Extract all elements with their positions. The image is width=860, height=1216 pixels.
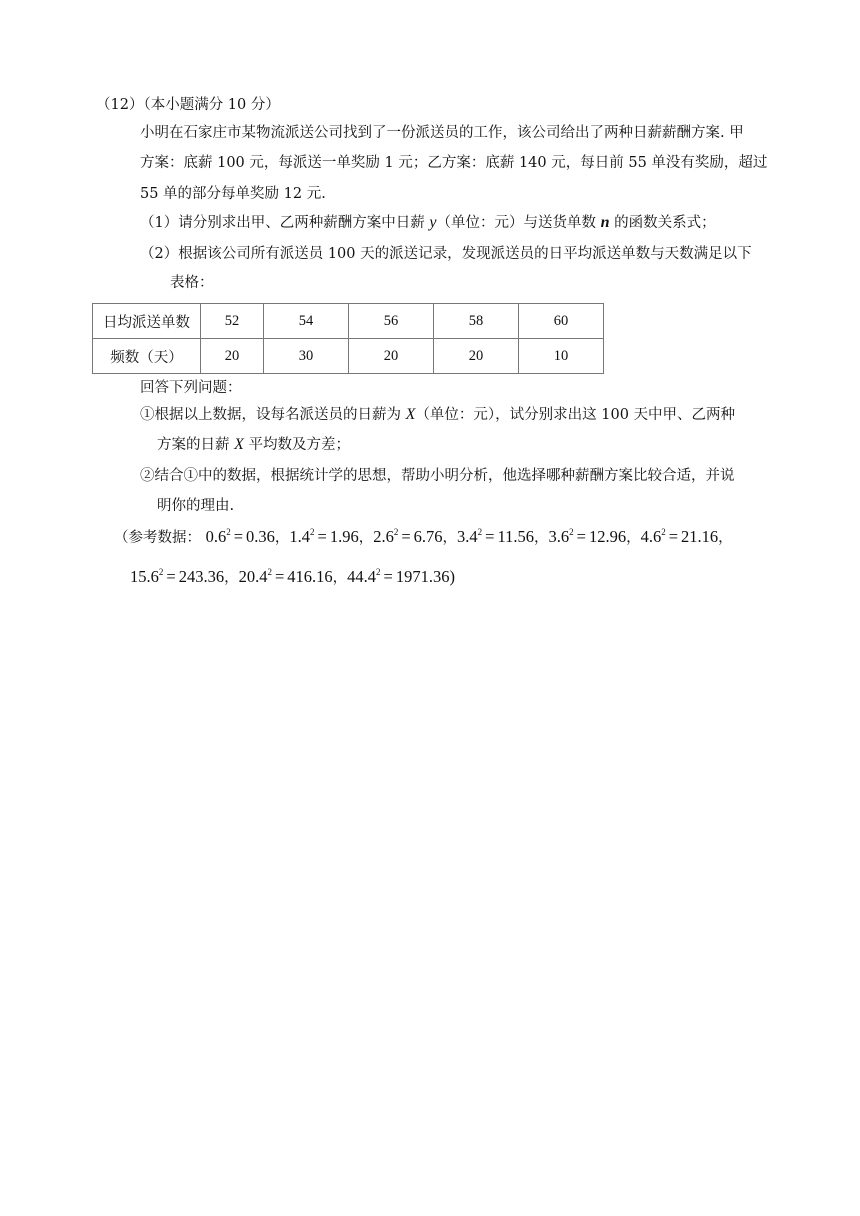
equation-result: 6.76 (413, 527, 443, 546)
table-cell: 60 (519, 304, 604, 339)
table-cell: 56 (349, 304, 434, 339)
sub-question-1-line-1 (140, 405, 735, 425)
equation-exponent: 2 (158, 567, 164, 577)
reference-suffix: ) (449, 567, 455, 586)
equation-base: 3.4 (457, 527, 478, 546)
equation-exponent: 2 (661, 527, 666, 537)
table-cell: 54 (264, 304, 349, 339)
equation-equals: = (401, 527, 411, 546)
sub-question-2-line-1: ②结合①中的数据，根据统计学的思想，帮助小明分析，他选择哪种薪酬方案比较合适，并说 (140, 468, 735, 484)
q1-text-a: （1）请分别求出甲、乙两种薪酬方案中日薪 (140, 215, 430, 231)
sub-question-1-line-2 (157, 435, 350, 455)
equation-result: 0.36 (246, 527, 275, 546)
equation-equals: = (576, 527, 586, 546)
reference-equation (206, 527, 275, 546)
reference-separator: ， (358, 530, 374, 546)
sub1-text-a: ①根据以上数据，设每名派送员的日薪为 (140, 407, 406, 423)
equation-exponent: 2 (226, 527, 231, 537)
equation-result: 11.56 (497, 527, 534, 546)
row-header-frequency: 频数（天） (93, 339, 201, 374)
table-cell: 20 (434, 339, 519, 374)
equation-base: 1.4 (289, 527, 311, 546)
reference-separator: ， (274, 530, 290, 546)
question-2-line-1: （2）根据该公司所有派送员 100 天的派送记录，发现派送员的日平均派送单数与天数满足以下 (140, 246, 752, 262)
var-X: X (405, 406, 416, 423)
reference-equation (239, 567, 333, 586)
var-n: n (600, 214, 610, 231)
reference-equation (641, 527, 719, 546)
equation-result: 1.96 (329, 527, 359, 546)
reference-separator: ， (534, 530, 549, 546)
reference-equation (549, 527, 627, 546)
equation-equals: = (166, 567, 176, 586)
equation-exponent: 2 (569, 527, 574, 537)
table-cell: 20 (349, 339, 434, 374)
question-1 (140, 213, 716, 233)
table-row-frequency (93, 339, 604, 374)
reference-separator: ， (224, 570, 239, 586)
sub1-text-b: （单位：元），试分别求出这 100 天中甲、乙两种 (415, 407, 736, 423)
equation-equals: = (383, 567, 393, 586)
equation-base: 3.6 (548, 527, 570, 546)
table-cell: 52 (201, 304, 264, 339)
sub1-text-d: 平均数及方差； (243, 437, 350, 453)
equation-base: 4.6 (640, 527, 662, 546)
reference-separator: ， (442, 530, 458, 546)
q1-text-c: 的函数关系式； (609, 215, 716, 231)
intro-line-3: 55 单的部分每单奖励 12 元. (140, 186, 326, 202)
var-y: y (429, 214, 437, 231)
reference-separator: ， (626, 530, 641, 546)
reference-equation (457, 527, 534, 546)
reference-data-line-1 (114, 527, 733, 548)
table-cell: 20 (201, 339, 264, 374)
intro-line-1: 小明在石家庄市某物流派送公司找到了一份派送员的工作，该公司给出了两种日薪薪酬方案. 甲 (140, 125, 744, 141)
sub-question-2-line-2: 明你的理由. (157, 498, 235, 514)
equation-exponent: 2 (477, 527, 483, 537)
frequency-table (92, 303, 604, 374)
question-2-line-2: 表格： (170, 275, 214, 291)
table-cell: 30 (264, 339, 349, 374)
equation-exponent: 2 (393, 527, 399, 537)
reference-equation (289, 527, 358, 546)
equation-base: 15.6 (130, 567, 159, 586)
equation-equals: = (317, 527, 327, 546)
reference-separator: ， (718, 530, 733, 546)
equation-exponent: 2 (310, 527, 315, 537)
equation-base: 44.4 (347, 567, 376, 586)
equation-base: 2.6 (373, 527, 394, 546)
q1-text-b: （单位：元）与送货单数 (436, 215, 601, 231)
sub1-text-c: 方案的日薪 (157, 437, 235, 453)
var-X: X (234, 436, 244, 453)
equation-result: 416.16 (287, 567, 333, 586)
equation-equals: = (485, 527, 495, 546)
reference-separator: ， (332, 570, 348, 586)
problem-header: （12）（本小题满分 10 分） (96, 97, 280, 113)
equation-result: 12.96 (588, 527, 627, 546)
reference-prefix: （参考数据： (114, 530, 201, 546)
equation-result: 243.36 (178, 567, 225, 586)
table-row-orders (93, 304, 604, 339)
reference-equation (347, 567, 449, 586)
equation-exponent: 2 (267, 567, 272, 577)
equation-base: 0.6 (205, 527, 227, 546)
reference-equation (130, 567, 224, 586)
reference-equation (373, 527, 442, 546)
equation-equals: = (274, 567, 285, 586)
equation-result: 1971.36 (395, 567, 450, 586)
equation-base: 20.4 (238, 567, 268, 586)
table-cell: 58 (434, 304, 519, 339)
equation-equals: = (233, 527, 244, 546)
table-cell: 10 (519, 339, 604, 374)
row-header-orders: 日均派送单数 (93, 304, 201, 339)
equation-exponent: 2 (376, 567, 381, 577)
reference-data-line-2 (130, 567, 455, 588)
intro-line-2: 方案：底薪 100 元，每派送一单奖励 1 元；乙方案：底薪 140 元，每日前 55 单没有奖励，超过 (140, 155, 768, 171)
equation-equals: = (668, 527, 678, 546)
answer-prompt: 回答下列问题： (140, 380, 242, 396)
equation-result: 21.16 (681, 527, 719, 546)
